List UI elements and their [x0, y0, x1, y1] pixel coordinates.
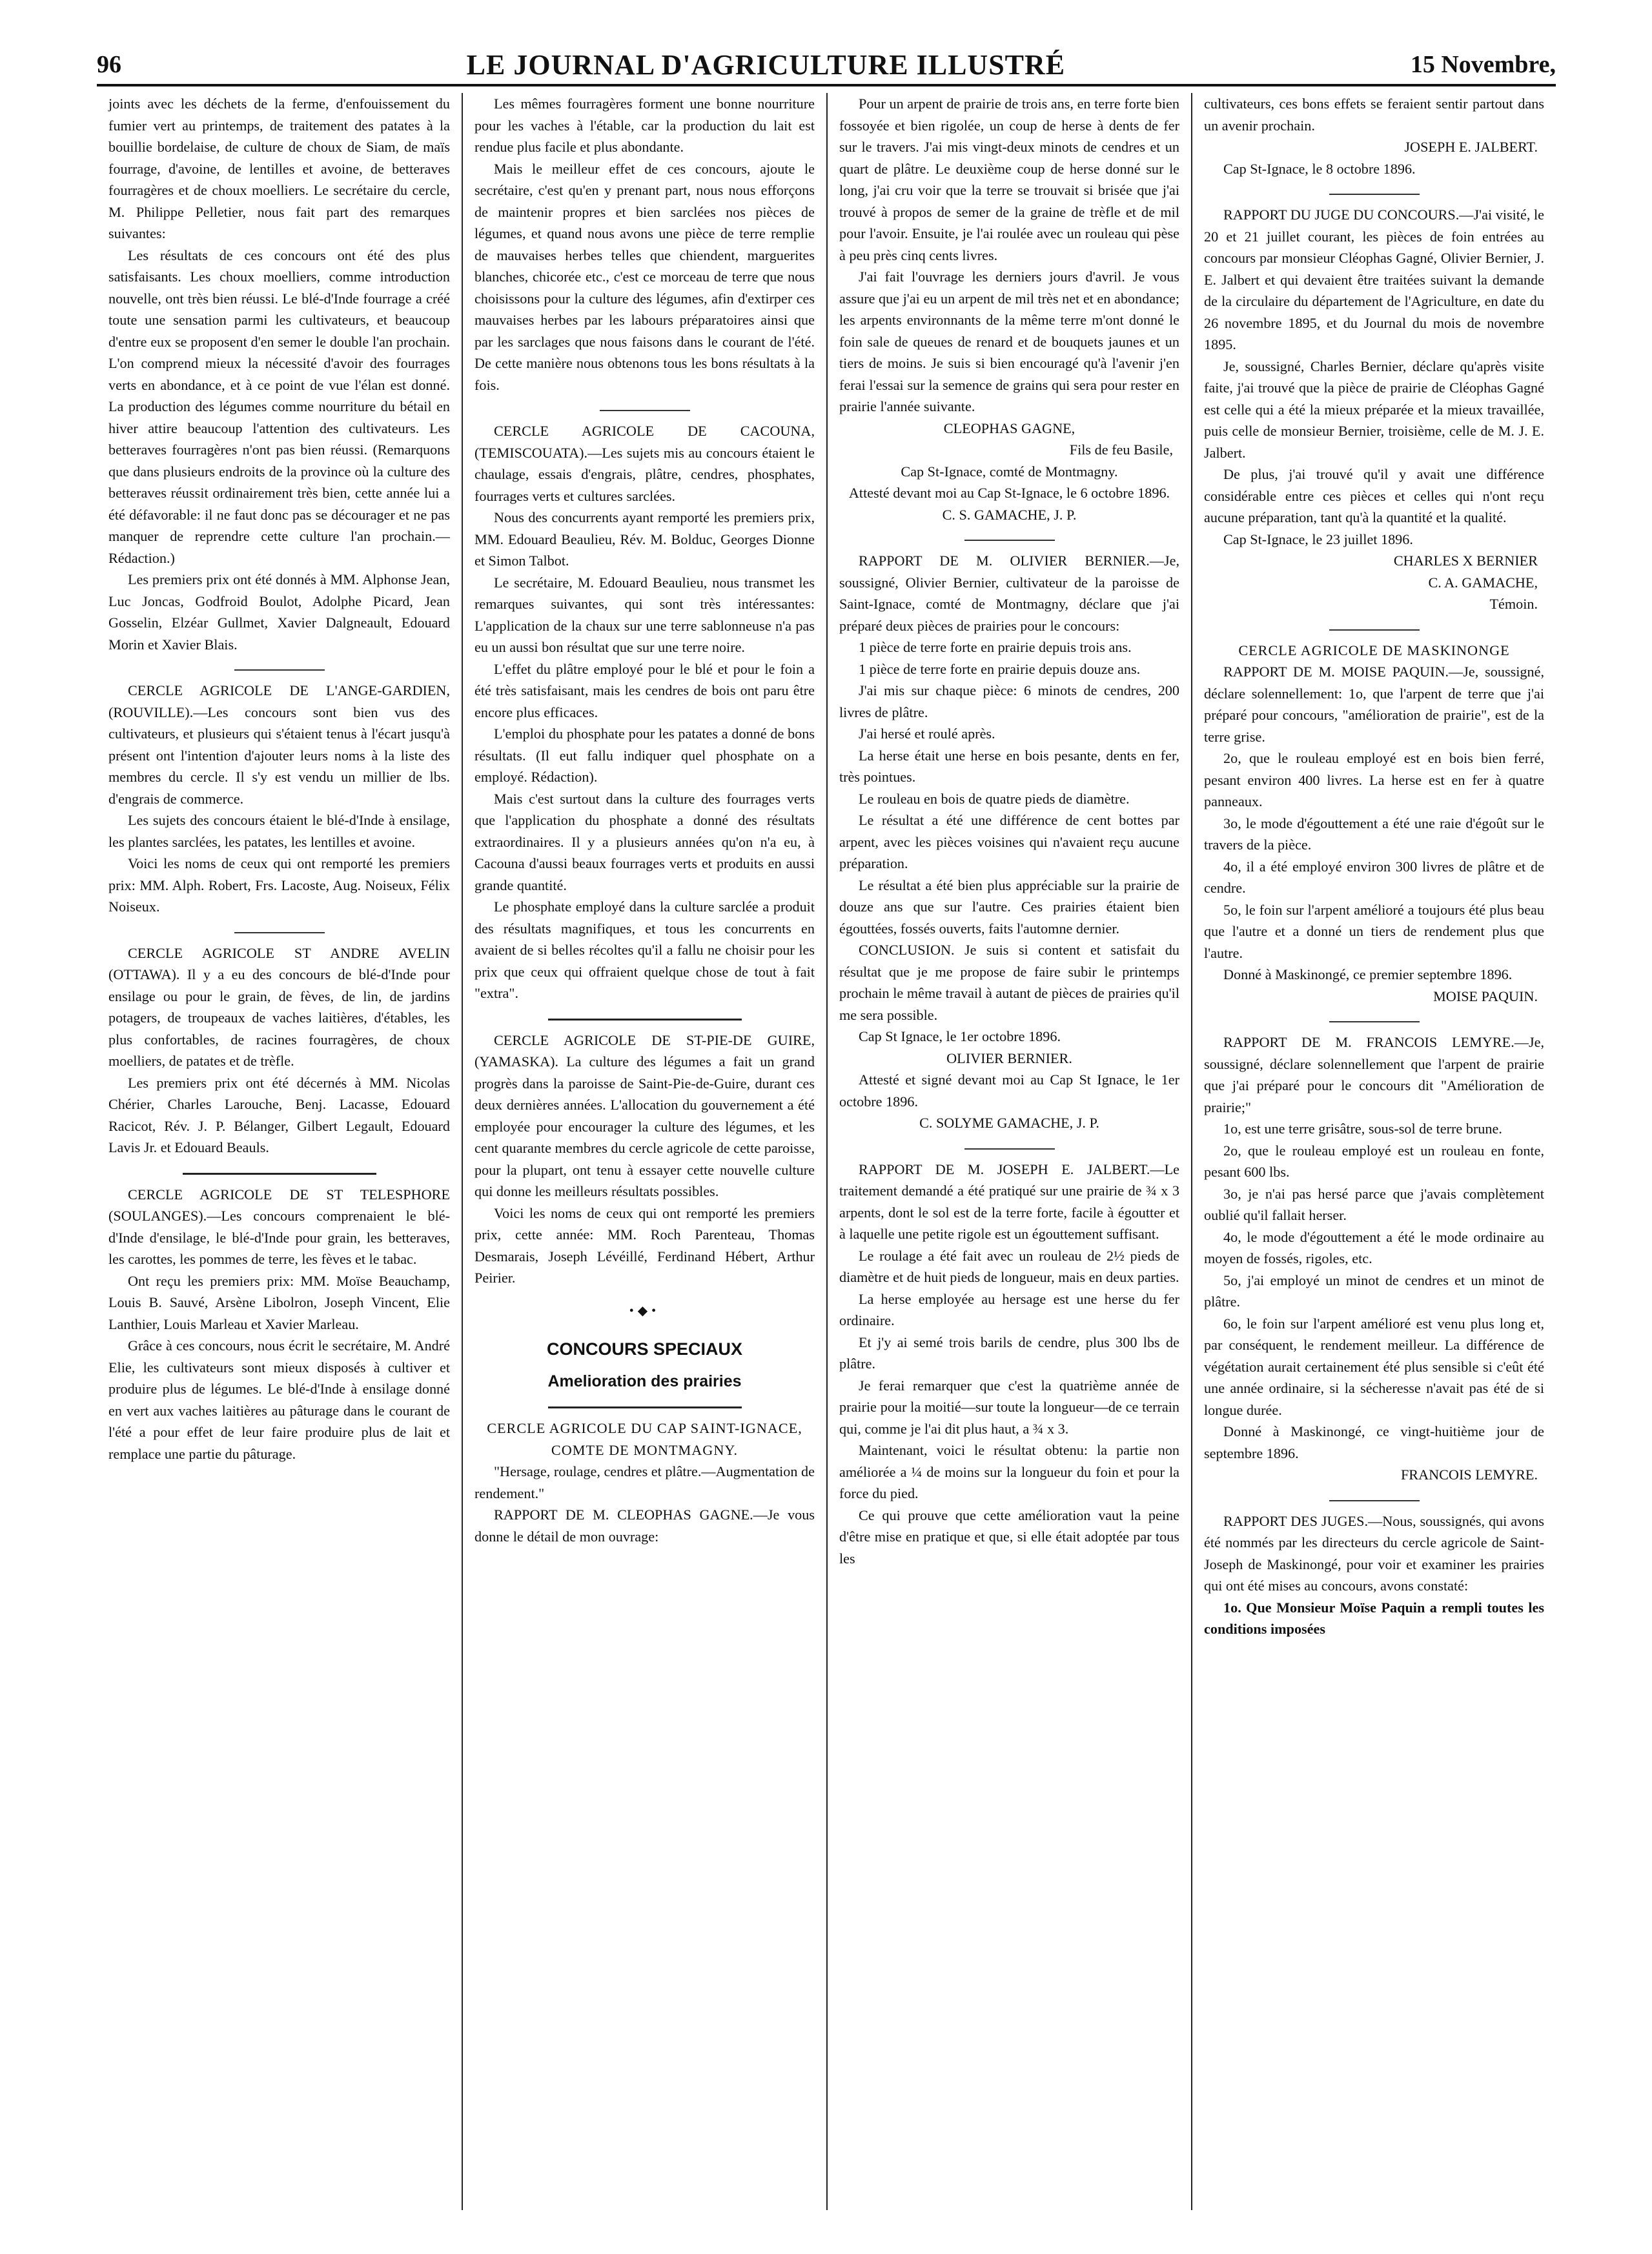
- issue-date: 15 Novembre,: [1410, 51, 1556, 78]
- section-divider: [964, 540, 1055, 541]
- section-divider: [234, 932, 325, 933]
- paragraph: Le résultat a été une différence de cent bottes par arpent, avec les pièces voisines qui n'avaient reçu aucune préparation.: [839, 812, 1179, 871]
- paragraph: joints avec les déchets de la ferme, d'enfouissement du fumier vert au printemps, de traitement des patates à la bouillie bordelaise, de culture de choux de Siam, de maïs fourrage, d'avoine, de lentilles et avoine, de betteraves fourragères et de choux moelliers. Le secrétaire du cercle, M. Philippe Pelletier, nous fait part des remarques suivantes:: [108, 96, 450, 241]
- paragraph: Les premiers prix ont été donnés à MM. Alphonse Jean, Luc Joncas, Godfroid Boulot, Adolphe Picard, Jean Gosselin, Elzéar Gullmet, Xavier Dalgneault, Edouard Morin et Xavier Blais.: [108, 571, 450, 653]
- section-paragraph: RAPPORT DU JUGE DU CONCOURS.—J'ai visité, le 20 et 21 juillet courant, les pièces de foin entrées au concours par monsieur Cléophas Gagné, Olivier Bernier, J. E. Jalbert et qui devaient être traitées suivant la demande de la circulaire du département de l'Agriculture, en date du 26 novembre 1895, et du Journal du mois de novembre 1895.: [1204, 207, 1544, 352]
- masthead: [97, 45, 1556, 86]
- section-divider: [548, 1019, 742, 1020]
- journal-title: LE JOURNAL D'AGRICULTURE ILLUSTRÉ: [466, 48, 1066, 81]
- section-paragraph: CERCLE AGRICOLE DE ST-PIE-DE GUIRE, (YAMASKA). La culture des légumes a fait un grand progrès dans la paroisse de Saint-Pie-de-Guire, durant ces deux dernières années. L'allocation du gouvernement a été employée pour encourager la culture des légumes, et les cent quarante membres du cercle agricole de cette paroisse, pour la plupart, ont tenu à essayer cette nouvelle culture qui donne les meilleurs résultats possibles.: [474, 1031, 815, 1199]
- paragraph: Le rouleau en bois de quatre pieds de diamètre.: [859, 790, 1130, 807]
- ornament-divider: •◆•: [629, 1303, 660, 1318]
- section-divider: [1329, 629, 1420, 631]
- section-divider: [548, 1406, 742, 1408]
- signature-name: C. S. GAMACHE, J. P.: [942, 506, 1077, 523]
- paragraph: Voici les noms de ceux qui ont remporté les premiers prix: MM. Alph. Robert, Frs. Lacoste, Aug. Noiseux, Félix Noiseux.: [108, 855, 450, 915]
- paragraph: Les sujets des concours étaient le blé-d'Inde à ensilage, les plantes sarclées, les patates, les lentilles et avoine.: [108, 812, 450, 850]
- paragraph: 2o, que le rouleau employé est un rouleau en fonte, pesant 600 lbs.: [1204, 1142, 1544, 1180]
- paragraph: cultivateurs, ces bons effets se feraient sentir partout dans un avenir prochain.: [1204, 96, 1544, 134]
- section-subtitle: Amelioration des prairies: [547, 1372, 742, 1390]
- section-paragraph: RAPPORT DE M. OLIVIER BERNIER.—Je, soussigné, Olivier Bernier, cultivateur de la paroisse de Saint-Ignace, comté de Montmagny, déclare que j'ai préparé deux pièces de prairies pour le concours:: [839, 553, 1179, 634]
- section-divider: [964, 1148, 1055, 1150]
- paragraph: Ont reçu les premiers prix: MM. Moïse Beauchamp, Louis B. Sauvé, Arsène Libolron, Joseph Vincent, Elie Lanthier, Louis Marleau et Xavier Marleau.: [108, 1272, 450, 1332]
- section-divider: [234, 669, 325, 671]
- paragraph: Les premiers prix ont été décernés à MM. Nicolas Chérier, Charles Larouche, Benj. Lacasse, Edouard Racicot, Rév. J. P. Bélanger, Gilbert Legault, Edouard Lavis Jr. et Edouard Beauls.: [108, 1074, 450, 1155]
- signature-name: MOISE PAQUIN.: [1433, 988, 1538, 1004]
- page-number: 96: [97, 51, 121, 78]
- paragraph: 5o, j'ai employé un minot de cendres et un minot de plâtre.: [1204, 1272, 1544, 1310]
- section-paragraph: CERCLE AGRICOLE DE L'ANGE-GARDIEN, (ROUVILLE).—Les concours sont bien vus des cultivateurs, et plusieurs qui s'étaient tenus à l'écart jusqu'à présent ont l'intention d'ajouter leurs noms à la liste des membres du cercle. Il s'y est vendu un millier de lbs. d'engrais de commerce.: [108, 682, 450, 807]
- paragraph: Le résultat a été bien plus appréciable sur la prairie de douze ans que sur l'autre. Ces prairies étaient bien égouttées, fossés ouverts, faits l'automne dernier.: [839, 877, 1179, 937]
- section-paragraph: RAPPORT DE M. JOSEPH E. JALBERT.—Le traitement demandé a été pratiqué sur une prairie de ¾ x 3 arpents, dont le sol est de la terre forte, facile à égoutter et à laquelle une petite rigole est un égouttement suffisant.: [839, 1161, 1179, 1242]
- paragraph: Le phosphate employé dans la culture sarclée a produit des résultats magnifiques, et tous les concurrents en avaient de si belles récoltes qu'il a fallu ne choisir pour les prix que ceux qui offraient quelque chose de tout à fait "extra".: [474, 899, 815, 1001]
- paragraph: "Hersage, roulage, cendres et plâtre.—Augmentation de rendement.": [474, 1463, 815, 1501]
- paragraph: CONCLUSION. Je suis si content et satisfait du résultat que je me propose de faire subir le printemps prochain le même travail à autant de pièces de prairies qu'il me sera possible.: [839, 942, 1179, 1023]
- signature-name: FRANCOIS LEMYRE.: [1400, 1467, 1538, 1483]
- section-paragraph: CERCLE AGRICOLE DE CACOUNA, (TEMISCOUATA).—Les sujets mis au concours étaient le chaulage, essais d'engrais, plâtre, cendres, phosphates, fourrages verts et cultures sarclées.: [474, 423, 815, 504]
- section-divider: [1329, 194, 1420, 195]
- signature-name: CLEOPHAS GAGNE,: [943, 420, 1076, 436]
- section-paragraph: RAPPORT DE M. MOISE PAQUIN.—Je, soussigné, déclare solennellement: 1o, que l'arpent de terre que j'ai préparé pour concours, "amélioration de prairie", est de la terre grise.: [1204, 664, 1544, 745]
- signature-name: OLIVIER BERNIER.: [946, 1050, 1072, 1066]
- paragraph: L'effet du plâtre employé pour le blé et pour le foin a été très satisfaisant, mais les cendres de bois ont paru être encore plus efficaces.: [474, 660, 815, 720]
- section-divider: [600, 410, 690, 411]
- paragraph: 1 pièce de terre forte en prairie depuis douze ans.: [859, 660, 1141, 677]
- column-2: [462, 93, 826, 2210]
- paragraph: Nous des concurrents ayant remporté les premiers prix, MM. Edouard Beaulieu, Rév. M. Bolduc, Georges Dionne et Simon Talbot.: [474, 509, 815, 569]
- section-divider: [1329, 1500, 1420, 1501]
- paragraph: Mais c'est surtout dans la culture des fourrages verts que l'application du phosphate a donné des résultats extraordinaires. Il y a plusieurs années qu'on n'a eu, à Cacouna d'aussi beaux fourrages verts et produits en aussi grande quantité.: [474, 790, 815, 893]
- newspaper-page: [97, 45, 1556, 2214]
- section-paragraph: CERCLE AGRICOLE DE ST TELESPHORE (SOULANGES).—Les concours comprenaient le blé-d'Inde d'ensilage, le blé-d'Inde pour grain, les betteraves, les carottes, les pommes de terre, les fèves et le tabac.: [108, 1186, 450, 1267]
- paragraph: Les mêmes fourragères forment une bonne nourriture pour les vaches à l'étable, car la production du lait est rendue plus facile et plus abondante.: [474, 96, 815, 155]
- column-3: [826, 93, 1191, 2210]
- paragraph: Les résultats de ces concours ont été des plus satisfaisants. Les choux moelliers, comme introduction nouvelle, ont très bien réussi. Le blé-d'Inde fourrage a créé toute une sensation parmi les cultivateurs, et beaucoup d'entre eux se proposent d'en semer le double l'an prochain. L'on comprend mieux la nécessité d'avoir des fourrages verts en abondance, et à ce point de vue l'élan est donné. La production des légumes comme nourriture du bétail en hiver attire beaucoup l'attention des cultivateurs. Les betteraves fourragères n'ont pas bien réussi. (Remarquons que dans plusieurs endroits de la province où la culture des betteraves réussit ordinairement très bien, cette année lui a été défavorable: il ne faut donc pas se décourager et ne pas manquer de reprendre cette culture l'an prochain.—Rédaction.): [108, 247, 450, 566]
- signature-name: C. A. GAMACHE,: [1428, 574, 1538, 591]
- signature-name: JOSEPH E. JALBERT.: [1404, 139, 1538, 155]
- paragraph: J'ai fait l'ouvrage les derniers jours d'avril. Je vous assure que j'ai eu un arpent de mil très net et en abondance; les arpents environnants de la même terre m'ont donné le foin sale de queues de renard et de bouquets jaunes et un tiers de moins. Je suis si bien encouragé qu'à l'avenir j'en ferai l'essai sur la semence de grains qui sera pour rester en prairie l'année suivante.: [839, 269, 1179, 414]
- section-title: CONCOURS SPECIAUX: [546, 1339, 743, 1359]
- signature-place: Cap St-Ignace, le 23 juillet 1896.: [1223, 531, 1413, 547]
- paragraph: Je ferai remarquer que c'est la quatrième année de prairie pour la moitié—sur toute la longueur—de ce terrain qui, comme je l'ai dit plus haut, a ¾ x 3.: [839, 1377, 1179, 1437]
- paragraph: Donné à Maskinongé, ce vingt-huitième jour de septembre 1896.: [1204, 1423, 1544, 1461]
- paragraph: 1o, est une terre grisâtre, sous-sol de terre brune.: [1223, 1121, 1502, 1137]
- paragraph: 6o, le foin sur l'arpent amélioré est venu plus long et, par conséquent, le rendement meilleur. La différence de végétation aurait certainement été plus sensible si c'eût été une année ordinaire, si la sécheresse n'avait pas été de si longue durée.: [1204, 1315, 1544, 1418]
- paragraph: Mais le meilleur effet de ces concours, ajoute le secrétaire, c'est qu'en y prenant part, nous nous efforçons de maintenir propres et bien sarclées nos pièces de légumes, et quand nous avons une pièce de terre remplie de mauvaises herbes telles que chiendent, marguerites blanches, chicorée etc., c'est ce morceau de terre que nous choisissons pour la culture des légumes, afin d'extirper ces mauvaises herbes par les labours préparatoires ainsi que par les sarclages que nous faisons dans le courant de l'été. De cette manière nous obtenons tous les bons résultats à la fois.: [474, 160, 815, 393]
- paragraph: La herse employée au hersage est une herse du fer ordinaire.: [839, 1290, 1179, 1328]
- paragraph: Le roulage a été fait avec un rouleau de 2½ pieds de diamètre et de huit pieds de longueur, mais en deux parties.: [839, 1247, 1179, 1285]
- paragraph: Donné à Maskinongé, ce premier septembre 1896.: [1223, 966, 1513, 982]
- paragraph: Le secrétaire, M. Edouard Beaulieu, nous transmet les remarques suivantes, qui sont très intéressantes: L'application de la chaux sur une terre sablonneuse n'a pas eu un aussi bon résultat que sur une terre noire.: [474, 574, 815, 655]
- paragraph: J'ai mis sur chaque pièce: 6 minots de cendres, 200 livres de plâtre.: [839, 682, 1179, 720]
- paragraph: 1o. Que Monsieur Moïse Paquin a rempli toutes les conditions imposées: [1204, 1599, 1544, 1637]
- signature-name: C. SOLYME GAMACHE, J. P.: [919, 1115, 1099, 1131]
- paragraph: 1 pièce de terre forte en prairie depuis trois ans.: [859, 639, 1132, 655]
- attestation: Attesté devant moi au Cap St-Ignace, le 6 octobre 1896.: [848, 485, 1170, 501]
- signature-role: Témoin.: [1489, 596, 1538, 612]
- column-1: [97, 93, 462, 2210]
- paragraph: J'ai hersé et roulé après.: [859, 726, 995, 742]
- signature-place: Cap St-Ignace, le 8 octobre 1896.: [1223, 160, 1416, 177]
- paragraph: Et j'y ai semé trois barils de cendre, plus 300 lbs de plâtre.: [839, 1334, 1179, 1372]
- signature-place: Cap St-Ignace, comté de Montmagny.: [901, 463, 1118, 480]
- subsection-heading: CERCLE AGRICOLE DU CAP SAINT-IGNACE, COMTE DE MONTMAGNY.: [487, 1420, 802, 1458]
- paragraph: 5o, le foin sur l'arpent amélioré a toujours été plus beau que l'autre et a donné un tiers de rendement plus que l'autre.: [1204, 901, 1544, 961]
- paragraph: 3o, le mode d'égouttement a été une raie d'égoût sur le travers de la pièce.: [1204, 815, 1544, 853]
- signature-name: CHARLES X BERNIER: [1393, 553, 1538, 569]
- section-paragraph: RAPPORT DE M. FRANCOIS LEMYRE.—Je, soussigné, déclare solennellement que l'arpent de prairie que j'ai préparé pour le concours dit "Amélioration de prairie;": [1204, 1034, 1544, 1115]
- paragraph: Pour un arpent de prairie de trois ans, en terre forte bien fossoyée et bien rigolée, un coup de herse à dents de fer sur le travers. J'ai mis vingt-deux minots de cendres et un quart de plâtre. Le deuxième coup de herse donné sur le long, j'ai cru voir que la terre se trouvait si brisée que j'ai trouvé à propos de semer de la graine de trèfle et de mil pour l'avoir. Ensuite, je l'ai roulée avec un rouleau qui pèse à peu près cinq cents livres.: [839, 96, 1179, 263]
- paragraph: Voici les noms de ceux qui ont remporté les premiers prix, cette année: MM. Roch Parenteau, Thomas Desmarais, Joseph Lévéillé, Ferdinand Hébert, Arthur Peirier.: [474, 1204, 815, 1286]
- paragraph: De plus, j'ai trouvé qu'il y avait une différence considérable entre ces pièces et celles qui n'ont reçu aucune préparation, tant qu'à la quantité et la qualité.: [1204, 466, 1544, 525]
- paragraph: 4o, il a été employé environ 300 livres de plâtre et de cendre.: [1204, 858, 1544, 896]
- signature-line: Fils de feu Basile,: [1069, 442, 1173, 458]
- paragraph: Grâce à ces concours, nous écrit le secrétaire, M. André Elie, les cultivateurs sont mieux disposés à cultiver et produire plus de légumes. Le blé-d'Inde à ensilage donné en vert aux vaches laitières au pâturage dans le courant de l'été a pour effet de leur faire produire plus de lait et remplace une partie du pâturage.: [108, 1337, 450, 1462]
- section-paragraph: CERCLE AGRICOLE ST ANDRE AVELIN (OTTAWA). Il y a eu des concours de blé-d'Inde pour ensilage ou pour le grain, de fèves, de lin, de jardins potagers, de troupeaux de vaches laitières, d'étables, les plus confortables, de racines fourragères, de choux moelliers, de patates et de trèfle.: [108, 944, 450, 1069]
- paragraph: 4o, le mode d'égouttement a été le mode ordinaire au moyen de fossés, rigoles, etc.: [1204, 1228, 1544, 1266]
- paragraph: RAPPORT DE M. CLEOPHAS GAGNE.—Je vous donne le détail de mon ouvrage:: [474, 1507, 815, 1545]
- section-divider: [183, 1173, 376, 1175]
- paragraph: Je, soussigné, Charles Bernier, déclare qu'après visite faite, j'ai trouvé que la pièce de prairie de Cléophas Gagné est celle qui a été la mieux préparée et la mieux travaillée, puis celle de monsieur Bernier, troisième, celle de M. J. E. Jalbert.: [1204, 358, 1544, 461]
- paragraph: La herse était une herse en bois pesante, dents en fer, très pointues.: [839, 747, 1179, 785]
- paragraph: L'emploi du phosphate pour les patates a donné de bons résultats. (Il eut fallu indiquer quel phosphate on a employé. Rédaction).: [474, 726, 815, 785]
- paragraph: Maintenant, voici le résultat obtenu: la partie non améliorée a ¼ de moins sur la longueur du foin et pour la force du pied.: [839, 1442, 1179, 1501]
- paragraph: 3o, je n'ai pas hersé parce que j'avais complètement oublié qu'il fallait herser.: [1204, 1185, 1544, 1223]
- attestation: Attesté et signé devant moi au Cap St Ignace, le 1er octobre 1896.: [839, 1071, 1179, 1110]
- section-paragraph: RAPPORT DES JUGES.—Nous, soussignés, qui avons été nommés par les directeurs du cercle agricole de Saint-Joseph de Maskinongé, pour voir et examiner les prairies qui ont été mises au concours, avons constaté:: [1204, 1512, 1544, 1594]
- column-4: [1191, 93, 1556, 2210]
- paragraph: Cap St Ignace, le 1er octobre 1896.: [859, 1028, 1061, 1044]
- subsection-heading: CERCLE AGRICOLE DE MASKINONGE: [1238, 642, 1510, 658]
- article-columns: [97, 93, 1556, 2210]
- paragraph: 2o, que le rouleau employé est en bois bien ferré, pesant environ 400 livres. La herse est en fer à quatre panneaux.: [1204, 750, 1544, 809]
- section-divider: [1329, 1021, 1420, 1022]
- paragraph: Ce qui prouve que cette amélioration vaut la peine d'être mise en pratique et que, si elle était adoptée par tous les: [839, 1507, 1179, 1567]
